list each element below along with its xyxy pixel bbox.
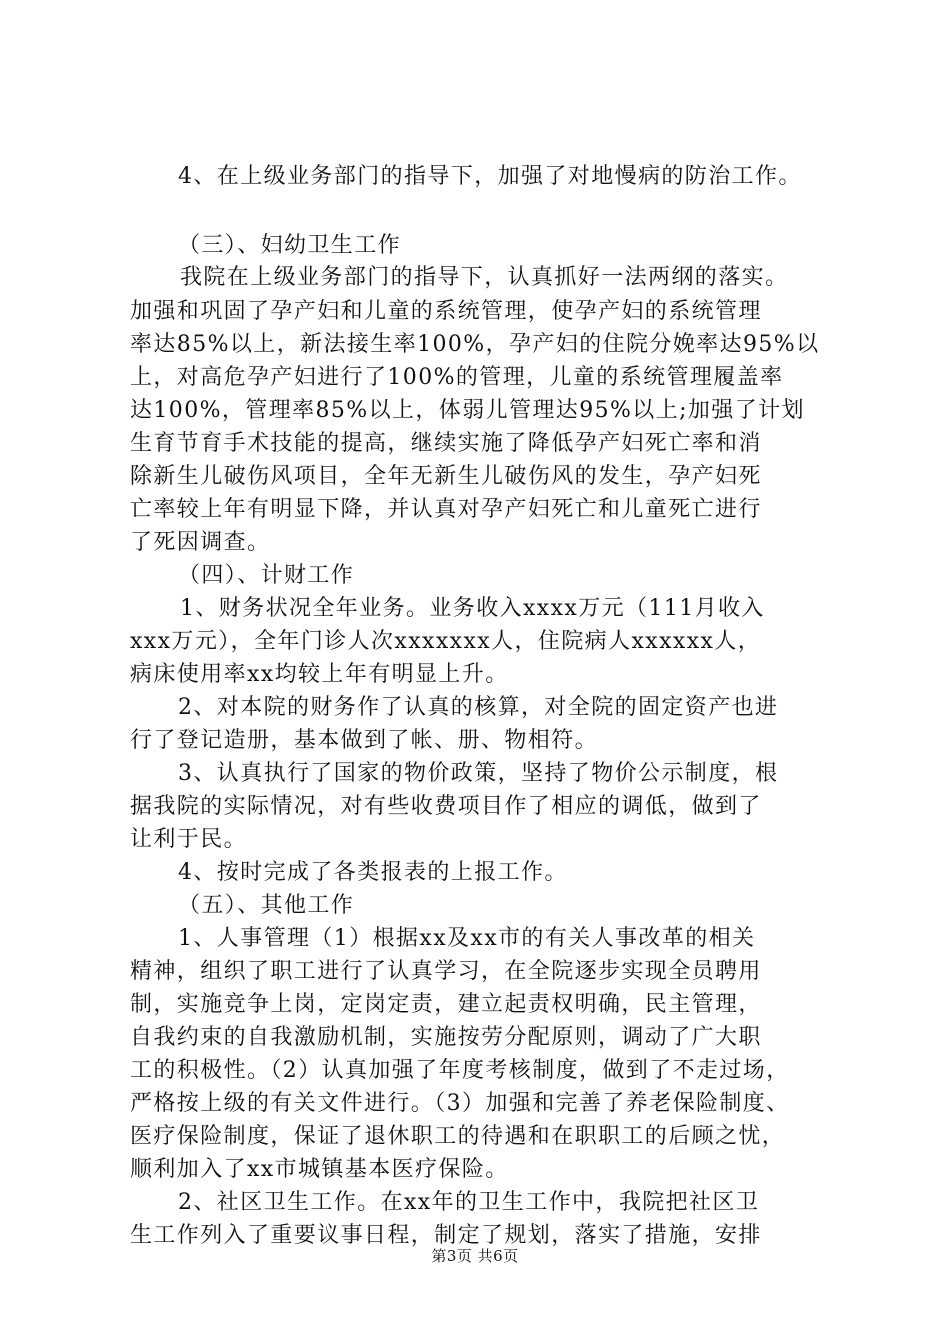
section-heading: （四）、计财工作 (178, 563, 355, 588)
paragraph-line: 生工作列入了重要议事日程，制定了规划，落实了措施，安排 (130, 1223, 762, 1248)
paragraph-line: 严格按上级的有关文件进行。（3）加强和完善了养老保险制度、 (130, 1091, 790, 1116)
paragraph-line: 工的积极性。（2）认真加强了年度考核制度，做到了不走过场， (130, 1058, 790, 1083)
paragraph-line: 让利于民。 (130, 827, 248, 852)
paragraph-line: 制，实施竞争上岗，定岗定责，建立起责权明确，民主管理， (130, 992, 762, 1017)
paragraph-line: xxx万元），全年门诊人次xxxxxxx人，住院病人xxxxxx人， (130, 629, 762, 654)
paragraph-line: 了死因调查。 (130, 530, 271, 555)
page-number-footer: 第3页 共6页 (431, 1247, 519, 1265)
paragraph-line: 行了登记造册，基本做到了帐、册、物相符。 (130, 728, 599, 753)
paragraph-line: 自我约束的自我激励机制，实施按劳分配原则，调动了广大职 (130, 1025, 762, 1050)
paragraph-line: 2、对本院的财务作了认真的核算，对全院的固定资产也进 (178, 695, 779, 720)
paragraph-line: 上，对高危孕产妇进行了100%的管理，儿童的系统管理履盖率 (130, 365, 784, 390)
paragraph-line: 顺利加入了xx市城镇基本医疗保险。 (130, 1157, 509, 1182)
paragraph-line: 除新生儿破伤风项目，全年无新生儿破伤风的发生，孕产妇死 (130, 464, 762, 489)
paragraph-line: 3、认真执行了国家的物价政策，坚持了物价公示制度，根 (178, 761, 779, 786)
paragraph-line: 4、在上级业务部门的指导下，加强了对地慢病的防治工作。 (178, 164, 802, 189)
section-heading: （五）、其他工作 (178, 893, 355, 918)
paragraph-line: 生育节育手术技能的提高，继续实施了降低孕产妇死亡率和消 (130, 431, 762, 456)
paragraph-line: 亡率较上年有明显下降，并认真对孕产妇死亡和儿童死亡进行 (130, 497, 762, 522)
paragraph-line: 医疗保险制度，保证了退休职工的待遇和在职职工的后顾之忧， (130, 1124, 786, 1149)
paragraph-line: 4、按时完成了各类报表的上报工作。 (178, 860, 568, 885)
section-heading: （三）、妇幼卫生工作 (178, 233, 402, 258)
paragraph-line: 1、人事管理（1）根据xx及xx市的有关人事改革的相关 (178, 926, 756, 951)
paragraph-line: 2、社区卫生工作。在xx年的卫生工作中，我院把社区卫 (178, 1190, 760, 1215)
paragraph-line: 病床使用率xx均较上年有明显上升。 (130, 662, 509, 687)
paragraph-line: 我院在上级业务部门的指导下，认真抓好一法两纲的落实。 (180, 265, 789, 290)
paragraph-line: 精神，组织了职工进行了认真学习，在全院逐步实现全员聘用 (130, 959, 762, 984)
paragraph-line: 率达85%以上，新法接生率100%，孕产妇的住院分娩率达95%以 (130, 332, 820, 357)
paragraph-line: 据我院的实际情况，对有些收费项目作了相应的调低，做到了 (130, 794, 762, 819)
paragraph-line: 达100%，管理率85%以上，体弱儿管理达95%以上;加强了计划 (130, 398, 805, 423)
paragraph-line: 加强和巩固了孕产妇和儿童的系统管理，使孕产妇的系统管理 (130, 299, 762, 324)
paragraph-line: 1、财务状况全年业务。业务收入xxxx万元（111月收入 (180, 596, 765, 621)
